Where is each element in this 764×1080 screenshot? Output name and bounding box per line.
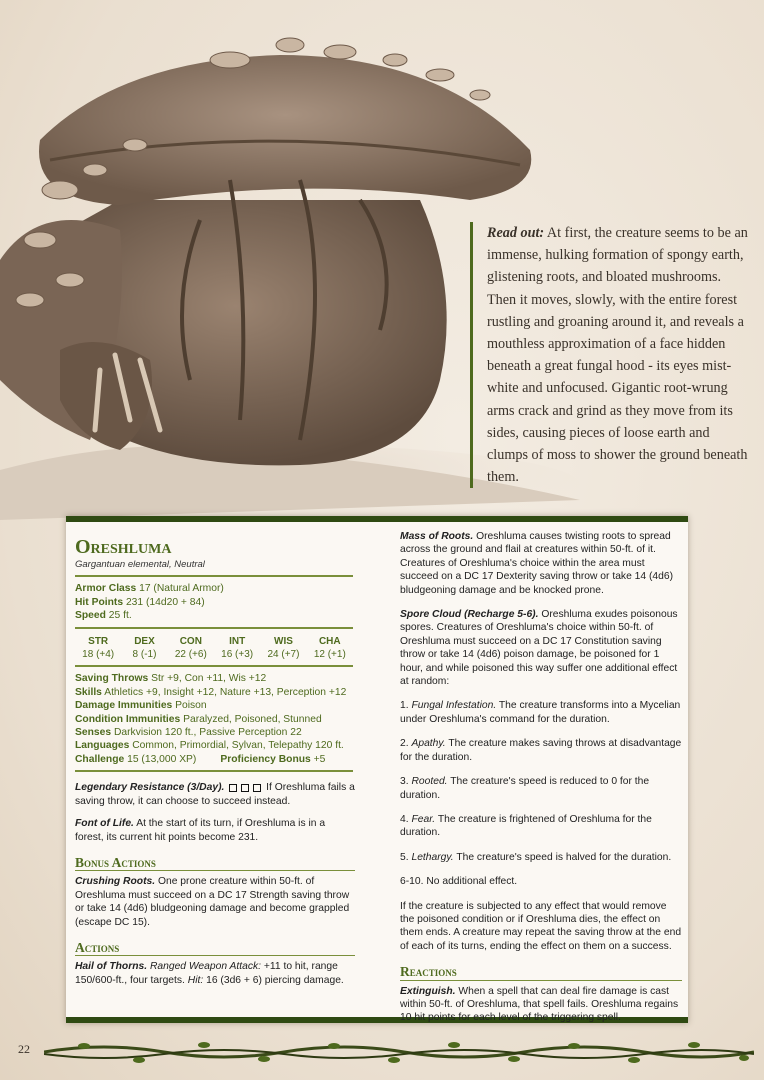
- effect-item: 2. Apathy. The creature makes saving throws at disadvantage for the duration.: [400, 738, 682, 763]
- checkbox-icon: [253, 784, 261, 792]
- no-effect: 6-10. No additional effect.: [400, 876, 518, 888]
- read-out-label: Read out:: [487, 225, 545, 241]
- attr-int: INT 16 (+3): [221, 635, 254, 661]
- effect-item: 4. Fear. The creature is frightened of Oreshluma for the duration.: [400, 813, 652, 839]
- hit-points: Hit Points 231 (14d20 + 84): [75, 596, 205, 608]
- stat-block: [66, 516, 688, 1023]
- thorn-vine-border: [44, 1036, 754, 1068]
- effect-removal: If the creature is subjected to any effect that would remove the poisoned condition or if Oreshluma dies, the effect on them ends. A creature may repeat the saving throw at the end of each of its turns, ending the effect on them on a success.: [400, 900, 682, 952]
- senses: Senses Darkvision 120 ft., Passive Perception 22: [75, 727, 302, 739]
- attr-wis: WIS 24 (+7): [267, 635, 300, 661]
- speed: Speed 25 ft.: [75, 610, 132, 622]
- actions-heading: Actions: [75, 941, 355, 956]
- reactions-heading: Reactions: [400, 965, 682, 980]
- bonus-crushing-roots: Crushing Roots. One prone creature within 50-ft. of Oreshluma must succeed on a DC 17 Strength saving throw or take 14 (4d6) bludgeoning damage and become grappled (escape DC 15).: [75, 876, 350, 928]
- attr-cha: CHA 12 (+1): [313, 635, 346, 661]
- divider: [75, 665, 353, 667]
- monster-name: Oreshluma: [75, 536, 172, 558]
- read-out-text: At first, the creature seems to be an immense, hulking formation of spongy earth, glistening roots, and bloated mushrooms. Then it moves, slowly, with the entire forest rustling and groaning around it, and reveals a mouthless approximation of a face hidden beneath a great fungal hood - its eyes mist-white and unfocused. Gigantic root-wrung arms crack and grind as they move from its sides, causing pieces of loose earth and clumps of moss to shower the ground beneath them.: [487, 225, 748, 486]
- challenge: Challenge 15 (13,000 XP) Proficiency Bonus +5: [75, 753, 326, 765]
- trait-font-of-life: Font of Life. At the start of its turn, if Oreshluma is in a forest, its current hit points become 231.: [75, 818, 326, 843]
- attr-con: CON 22 (+6): [174, 635, 207, 661]
- trait-legendary-resistance: Legendary Resistance (3/Day). If Oreshluma fails a saving throw, it can choose to succeed instead.: [75, 782, 355, 807]
- stat-block-right-column: [400, 530, 682, 1025]
- effect-item: 5. Lethargy. The creature's speed is halved for the duration.: [400, 851, 672, 863]
- divider: [75, 770, 353, 772]
- stat-block-left-column: [75, 530, 355, 987]
- page-number: 22: [18, 1042, 30, 1056]
- action-mass-of-roots: Mass of Roots. Oreshluma causes twisting roots to spread across the ground and flail at creatures within 50-ft. of it. Creatures of Oreshluma's choice within the area must succeed on a DC 17 Dexterity saving throw or take 14 (4d6) bludgeoning damage and be knocked prone.: [400, 531, 674, 596]
- checkbox-icon: [241, 784, 249, 792]
- action-hail-of-thorns: Hail of Thorns. Ranged Weapon Attack: +11 to hit, range 150/600-ft., four targets. Hit: 16 (3d6 + 6) piercing damage.: [75, 961, 344, 986]
- action-spore-cloud: Spore Cloud (Recharge 5-6). Oreshluma exudes poisonous spores. Creatures of Oreshluma's choice within 50-ft. of Oreshluma must succeed on a DC 17 Constitution saving throw or take 14 (4d6) poison damage, be poisoned for 1 hour, and while poisoned this way suffer one additional effect at random:: [400, 609, 678, 688]
- monster-type: Gargantuan elemental, Neutral: [75, 559, 205, 570]
- languages: Languages Common, Primordial, Sylvan, Telepathy 120 ft.: [75, 740, 344, 752]
- reaction-extinguish: Extinguish. When a spell that can deal fire damage is cast within 50-ft. of Oreshluma, that spell fails. Oreshluma regains 10 hit points for each level of the triggering spell.: [400, 985, 679, 1024]
- bonus-actions-heading: Bonus Actions: [75, 856, 355, 871]
- attribute-table: [75, 635, 353, 662]
- effect-item: 1. Fungal Infestation. The creature transforms into a Mycelian under Oreshluma's command for the duration.: [400, 700, 681, 725]
- divider: [75, 575, 353, 577]
- condition-immunities: Condition Immunities Paralyzed, Poisoned, Stunned: [75, 713, 322, 725]
- read-out-box: [470, 222, 753, 488]
- skills: Skills Athletics +9, Insight +12, Nature +13, Perception +12: [75, 686, 347, 698]
- saving-throws: Saving Throws Str +9, Con +11, Wis +12: [75, 673, 267, 685]
- armor-class: Armor Class 17 (Natural Armor): [75, 583, 224, 595]
- effect-item: 3. Rooted. The creature's speed is reduced to 0 for the duration.: [400, 776, 650, 801]
- checkbox-icon: [229, 784, 237, 792]
- damage-immunities: Damage Immunities Poison: [75, 700, 207, 712]
- attr-dex: DEX 8 (-1): [132, 635, 157, 661]
- attr-str: STR 18 (+4): [82, 635, 115, 661]
- divider: [75, 627, 353, 629]
